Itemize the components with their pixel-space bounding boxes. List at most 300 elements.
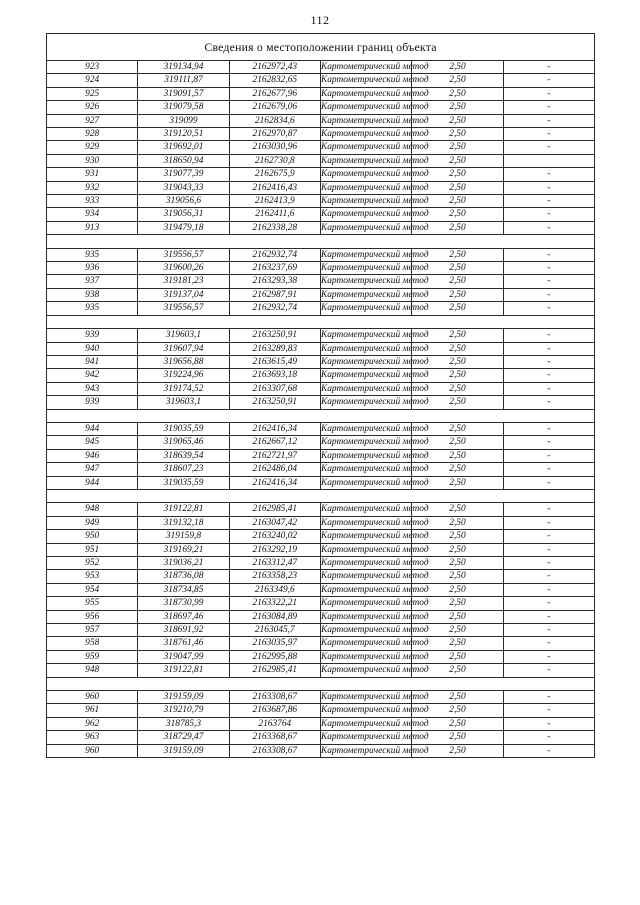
- method-cell: Картометрический метод: [320, 330, 429, 341]
- point-number-cell: 948: [47, 503, 138, 516]
- y-coordinate-cell: 2163045,7: [229, 624, 320, 637]
- method-cell: Картометрический метод: [320, 356, 429, 367]
- accuracy-cell: 2,50: [412, 691, 503, 704]
- group-separator-row: [47, 315, 595, 328]
- y-coordinate-cell: 2162834,6: [229, 114, 320, 127]
- accuracy-cell: 2,50: [412, 208, 503, 221]
- point-number-cell: 953: [47, 570, 138, 583]
- y-coordinate-cell: 2162416,34: [229, 476, 320, 489]
- table-row: [47, 704, 595, 717]
- accuracy-cell: 2,50: [412, 141, 503, 154]
- y-coordinate-cell: 2163237,69: [229, 262, 320, 275]
- point-number-cell: 949: [47, 516, 138, 529]
- x-coordinate-cell: 319091,57: [138, 87, 229, 100]
- accuracy-cell: 2,50: [412, 114, 503, 127]
- method-cell: Картометрический метод: [320, 625, 429, 635]
- point-number-cell: 944: [47, 422, 138, 435]
- table-row: [47, 342, 595, 355]
- description-cell: -: [503, 610, 594, 623]
- y-coordinate-cell: 2163250,91: [229, 329, 320, 342]
- point-number-cell: 963: [47, 731, 138, 744]
- y-coordinate-cell: 2163292,19: [229, 543, 320, 556]
- accuracy-cell: 2,50: [412, 302, 503, 315]
- accuracy-cell: 2,50: [412, 516, 503, 529]
- method-cell: Картометрический метод: [320, 88, 429, 99]
- accuracy-cell: 2,50: [412, 664, 503, 677]
- table-row: [47, 154, 595, 167]
- point-number-cell: 936: [47, 262, 138, 275]
- table-row: [47, 114, 595, 127]
- description-cell: -: [503, 704, 594, 717]
- description-cell: -: [503, 396, 594, 409]
- table-row: [47, 208, 595, 221]
- description-cell: -: [503, 61, 594, 74]
- accuracy-cell: 2,50: [412, 101, 503, 114]
- description-cell: -: [503, 637, 594, 650]
- description-cell: -: [503, 87, 594, 100]
- method-cell: Картометрический метод: [320, 182, 429, 193]
- x-coordinate-cell: 318730,99: [138, 597, 229, 610]
- group-separator-row: [47, 489, 595, 502]
- method-cell: Картометрический метод: [320, 571, 429, 582]
- point-number-cell: 927: [47, 114, 138, 127]
- table-row: [47, 181, 595, 194]
- point-number-cell: 928: [47, 128, 138, 141]
- y-coordinate-cell: 2162970,87: [229, 128, 320, 141]
- accuracy-cell: 2,50: [412, 503, 503, 516]
- y-coordinate-cell: 2162932,74: [229, 248, 320, 261]
- description-cell: -: [503, 422, 594, 435]
- table-row: [47, 168, 595, 181]
- x-coordinate-cell: 319159,8: [138, 530, 229, 543]
- y-coordinate-cell: 2162667,12: [229, 436, 320, 449]
- table-row: [47, 262, 595, 275]
- table-row: [47, 382, 595, 395]
- x-coordinate-cell: 319603,1: [138, 396, 229, 409]
- x-coordinate-cell: 318785,3: [138, 717, 229, 730]
- description-cell: -: [503, 449, 594, 462]
- description-cell: -: [503, 262, 594, 275]
- page-number: 112: [310, 13, 330, 27]
- accuracy-cell: 2,50: [412, 717, 503, 730]
- description-cell: -: [503, 463, 594, 476]
- table-row: [47, 717, 595, 730]
- description-cell: -: [503, 248, 594, 261]
- x-coordinate-cell: 319043,33: [138, 181, 229, 194]
- point-number-cell: 960: [47, 691, 138, 704]
- method-cell: Картометрический метод: [320, 531, 429, 542]
- point-number-cell: 950: [47, 530, 138, 543]
- method-cell: Картометрический метод: [320, 169, 429, 180]
- description-cell: -: [503, 583, 594, 596]
- y-coordinate-cell: 2163047,42: [229, 516, 320, 529]
- table-row: [47, 436, 595, 449]
- point-number-cell: 926: [47, 101, 138, 114]
- group-separator-row: [47, 677, 595, 690]
- method-cell: Картометрический метод: [320, 651, 429, 662]
- y-coordinate-cell: 2163250,91: [229, 396, 320, 409]
- x-coordinate-cell: 319077,39: [138, 168, 229, 181]
- accuracy-cell: 2,50: [412, 262, 503, 275]
- description-cell: -: [503, 221, 594, 234]
- y-coordinate-cell: 2162995,88: [229, 650, 320, 663]
- method-cell: Картометрический метод: [320, 75, 429, 86]
- method-cell: Картометрический метод: [320, 423, 429, 434]
- method-cell: Картометрический метод: [320, 370, 429, 381]
- accuracy-cell: 2,50: [412, 342, 503, 355]
- table-row: [47, 516, 595, 529]
- description-cell: -: [503, 556, 594, 569]
- point-number-cell: 913: [47, 221, 138, 234]
- accuracy-cell: 2,50: [412, 128, 503, 141]
- accuracy-cell: 2,50: [412, 74, 503, 87]
- table-row: [47, 128, 595, 141]
- table-row: [47, 329, 595, 342]
- group-separator-row: [47, 235, 595, 248]
- accuracy-cell: 2,50: [412, 221, 503, 234]
- accuracy-cell: 2,50: [412, 369, 503, 382]
- accuracy-cell: 2,50: [412, 570, 503, 583]
- point-number-cell: 933: [47, 195, 138, 208]
- y-coordinate-cell: 2163322,21: [229, 597, 320, 610]
- y-coordinate-cell: 2163030,96: [229, 141, 320, 154]
- x-coordinate-cell: 318639,54: [138, 449, 229, 462]
- description-cell: -: [503, 436, 594, 449]
- description-cell: -: [503, 516, 594, 529]
- group-separator-cell: [47, 489, 595, 502]
- table-row: [47, 463, 595, 476]
- method-cell: Картометрический метод: [320, 397, 429, 408]
- description-cell: -: [503, 181, 594, 194]
- description-cell: -: [503, 288, 594, 301]
- description-cell: -: [503, 382, 594, 395]
- accuracy-cell: 2,50: [412, 744, 503, 757]
- description-cell: -: [503, 570, 594, 583]
- method-cell: Картометрический метод: [320, 638, 429, 649]
- point-number-cell: 947: [47, 463, 138, 476]
- description-cell: -: [503, 717, 594, 730]
- accuracy-cell: 2,50: [412, 87, 503, 100]
- table-row: [47, 141, 595, 154]
- point-number-cell: 939: [47, 396, 138, 409]
- accuracy-cell: 2,50: [412, 248, 503, 261]
- x-coordinate-cell: 319692,01: [138, 141, 229, 154]
- y-coordinate-cell: 2162677,96: [229, 87, 320, 100]
- group-separator-cell: [47, 235, 595, 248]
- accuracy-cell: 2,50: [412, 61, 503, 74]
- point-number-cell: 923: [47, 61, 138, 74]
- description-cell: -: [503, 208, 594, 221]
- point-number-cell: 942: [47, 369, 138, 382]
- y-coordinate-cell: 2163312,47: [229, 556, 320, 569]
- method-cell: Картометрический метод: [320, 611, 429, 622]
- table-row: [47, 74, 595, 87]
- method-cell: Картометрический метод: [320, 129, 429, 140]
- table-row: [47, 570, 595, 583]
- method-cell: Картометрический метод: [320, 718, 429, 729]
- y-coordinate-cell: 2162730,8: [229, 154, 320, 167]
- method-cell: Картометрический метод: [320, 155, 429, 166]
- x-coordinate-cell: 319065,46: [138, 436, 229, 449]
- x-coordinate-cell: 318607,23: [138, 463, 229, 476]
- point-number-cell: 934: [47, 208, 138, 221]
- y-coordinate-cell: 2162987,91: [229, 288, 320, 301]
- accuracy-cell: 2,50: [412, 704, 503, 717]
- method-cell: Картометрический метод: [320, 263, 429, 274]
- table-row: [47, 248, 595, 261]
- y-coordinate-cell: 2162486,04: [229, 463, 320, 476]
- x-coordinate-cell: 319056,6: [138, 195, 229, 208]
- table-row: [47, 195, 595, 208]
- table-row: [47, 275, 595, 288]
- method-cell: Картометрический метод: [320, 289, 429, 300]
- accuracy-cell: 2,50: [412, 382, 503, 395]
- accuracy-cell: 2,50: [412, 543, 503, 556]
- description-cell: -: [503, 664, 594, 677]
- table-title-row: [47, 34, 595, 61]
- point-number-cell: 959: [47, 650, 138, 663]
- accuracy-cell: 2,50: [412, 355, 503, 368]
- accuracy-cell: 2,50: [412, 463, 503, 476]
- table-row: [47, 288, 595, 301]
- accuracy-cell: 2,50: [412, 637, 503, 650]
- table-row: [47, 221, 595, 234]
- point-number-cell: 952: [47, 556, 138, 569]
- table-row: [47, 61, 595, 74]
- accuracy-cell: 2,50: [412, 329, 503, 342]
- accuracy-cell: 2,50: [412, 624, 503, 637]
- table-row: [47, 396, 595, 409]
- method-cell: Картометрический метод: [320, 517, 429, 528]
- description-cell: -: [503, 691, 594, 704]
- point-number-cell: 935: [47, 302, 138, 315]
- y-coordinate-cell: 2163084,89: [229, 610, 320, 623]
- table-row: [47, 476, 595, 489]
- table-row: [47, 530, 595, 543]
- table-row: [47, 650, 595, 663]
- x-coordinate-cell: 319607,94: [138, 342, 229, 355]
- x-coordinate-cell: 319132,18: [138, 516, 229, 529]
- x-coordinate-cell: 318734,85: [138, 583, 229, 596]
- description-cell: -: [503, 543, 594, 556]
- description-cell: -: [503, 369, 594, 382]
- y-coordinate-cell: 2162985,41: [229, 664, 320, 677]
- point-number-cell: 939: [47, 329, 138, 342]
- y-coordinate-cell: 2163293,38: [229, 275, 320, 288]
- description-cell: -: [503, 355, 594, 368]
- y-coordinate-cell: 2163349,6: [229, 583, 320, 596]
- point-number-cell: 948: [47, 664, 138, 677]
- group-separator-row: [47, 409, 595, 422]
- point-number-cell: 958: [47, 637, 138, 650]
- point-number-cell: 946: [47, 449, 138, 462]
- accuracy-cell: 2,50: [412, 195, 503, 208]
- point-number-cell: 940: [47, 342, 138, 355]
- point-number-cell: 955: [47, 597, 138, 610]
- x-coordinate-cell: 319122,81: [138, 503, 229, 516]
- x-coordinate-cell: 319600,26: [138, 262, 229, 275]
- x-coordinate-cell: 319111,87: [138, 74, 229, 87]
- y-coordinate-cell: 2163368,67: [229, 731, 320, 744]
- point-number-cell: 954: [47, 583, 138, 596]
- point-number-cell: 962: [47, 717, 138, 730]
- method-cell: Картометрический метод: [320, 584, 429, 595]
- point-number-cell: 951: [47, 543, 138, 556]
- table-row: [47, 731, 595, 744]
- method-cell: Картометрический метод: [320, 383, 429, 394]
- description-cell: -: [503, 101, 594, 114]
- description-cell: -: [503, 329, 594, 342]
- x-coordinate-cell: 319603,1: [138, 329, 229, 342]
- method-cell: Картометрический метод: [320, 692, 429, 703]
- accuracy-cell: 2,50: [412, 476, 503, 489]
- table-row: [47, 503, 595, 516]
- method-cell: Картометрический метод: [320, 557, 429, 568]
- table-row: [47, 101, 595, 114]
- method-cell: Картометрический метод: [320, 504, 429, 515]
- method-cell: Картометрический метод: [320, 222, 429, 233]
- x-coordinate-cell: 318736,08: [138, 570, 229, 583]
- method-cell: Картометрический метод: [320, 276, 429, 287]
- point-number-cell: 925: [47, 87, 138, 100]
- accuracy-cell: 2,50: [412, 449, 503, 462]
- point-number-cell: 932: [47, 181, 138, 194]
- point-number-cell: 937: [47, 275, 138, 288]
- description-cell: -: [503, 744, 594, 757]
- table-title: Сведения о местоположении границ объекта: [47, 34, 595, 61]
- description-cell: -: [503, 114, 594, 127]
- x-coordinate-cell: 318697,46: [138, 610, 229, 623]
- method-cell: Картометрический метод: [320, 303, 429, 314]
- group-separator-cell: [47, 409, 595, 422]
- y-coordinate-cell: 2163240,02: [229, 530, 320, 543]
- method-cell: Картометрический метод: [320, 142, 429, 153]
- method-cell: Картометрический метод: [320, 544, 429, 555]
- y-coordinate-cell: 2163687,86: [229, 704, 320, 717]
- y-coordinate-cell: 2162985,41: [229, 503, 320, 516]
- table-row: [47, 449, 595, 462]
- method-cell: Картометрический метод: [320, 477, 429, 488]
- x-coordinate-cell: 319556,57: [138, 248, 229, 261]
- description-cell: -: [503, 624, 594, 637]
- boundary-coordinates-table: [46, 33, 595, 758]
- accuracy-cell: 2,50: [412, 168, 503, 181]
- x-coordinate-cell: 319035,59: [138, 476, 229, 489]
- method-cell: Картометрический метод: [320, 102, 429, 113]
- description-cell: -: [503, 530, 594, 543]
- description-cell: -: [503, 650, 594, 663]
- point-number-cell: 957: [47, 624, 138, 637]
- x-coordinate-cell: 319120,51: [138, 128, 229, 141]
- x-coordinate-cell: 319174,52: [138, 382, 229, 395]
- method-cell: Картометрический метод: [320, 196, 429, 207]
- table-body: [47, 34, 595, 758]
- x-coordinate-cell: 319159,09: [138, 691, 229, 704]
- table-row: [47, 302, 595, 315]
- y-coordinate-cell: 2162416,43: [229, 181, 320, 194]
- table-row: [47, 691, 595, 704]
- point-number-cell: 961: [47, 704, 138, 717]
- table-row: [47, 637, 595, 650]
- y-coordinate-cell: 2163307,68: [229, 382, 320, 395]
- accuracy-cell: 2,50: [412, 556, 503, 569]
- table-row: [47, 422, 595, 435]
- method-cell: Картометрический метод: [320, 598, 429, 609]
- description-cell: [503, 154, 594, 167]
- y-coordinate-cell: 2163693,18: [229, 369, 320, 382]
- x-coordinate-cell: 319224,96: [138, 369, 229, 382]
- point-number-cell: 941: [47, 355, 138, 368]
- description-cell: -: [503, 731, 594, 744]
- description-cell: -: [503, 74, 594, 87]
- accuracy-cell: 2,50: [412, 610, 503, 623]
- y-coordinate-cell: 2162721,97: [229, 449, 320, 462]
- accuracy-cell: 2,50: [412, 583, 503, 596]
- x-coordinate-cell: 319137,04: [138, 288, 229, 301]
- method-cell: Картометрический метод: [320, 62, 429, 72]
- x-coordinate-cell: 319099: [138, 114, 229, 127]
- method-cell: Картометрический метод: [320, 343, 429, 354]
- method-cell: Картометрический метод: [320, 745, 429, 756]
- x-coordinate-cell: 319169,21: [138, 543, 229, 556]
- accuracy-cell: 2,50: [412, 154, 503, 167]
- y-coordinate-cell: 2162679,06: [229, 101, 320, 114]
- x-coordinate-cell: 319210,79: [138, 704, 229, 717]
- table-row: [47, 87, 595, 100]
- accuracy-cell: 2,50: [412, 275, 503, 288]
- point-number-cell: 929: [47, 141, 138, 154]
- point-number-cell: 938: [47, 288, 138, 301]
- accuracy-cell: 2,50: [412, 530, 503, 543]
- y-coordinate-cell: 2163289,83: [229, 342, 320, 355]
- description-cell: -: [503, 476, 594, 489]
- table-row: [47, 624, 595, 637]
- method-cell: Картометрический метод: [320, 732, 429, 743]
- y-coordinate-cell: 2163308,67: [229, 744, 320, 757]
- x-coordinate-cell: 318729,47: [138, 731, 229, 744]
- group-separator-cell: [47, 677, 595, 690]
- point-number-cell: 960: [47, 744, 138, 757]
- x-coordinate-cell: 319181,23: [138, 275, 229, 288]
- description-cell: -: [503, 503, 594, 516]
- point-number-cell: 924: [47, 74, 138, 87]
- y-coordinate-cell: 2162338,28: [229, 221, 320, 234]
- method-cell: Картометрический метод: [320, 464, 429, 475]
- method-cell: Картометрический метод: [320, 209, 429, 220]
- x-coordinate-cell: 318761,46: [138, 637, 229, 650]
- y-coordinate-cell: 2163358,23: [229, 570, 320, 583]
- accuracy-cell: 2,50: [412, 650, 503, 663]
- description-cell: -: [503, 597, 594, 610]
- x-coordinate-cell: 318691,92: [138, 624, 229, 637]
- accuracy-cell: 2,50: [412, 731, 503, 744]
- description-cell: -: [503, 195, 594, 208]
- y-coordinate-cell: 2162932,74: [229, 302, 320, 315]
- y-coordinate-cell: 2162832,65: [229, 74, 320, 87]
- y-coordinate-cell: 2162416,34: [229, 422, 320, 435]
- method-cell: Картометрический метод: [320, 665, 429, 676]
- point-number-cell: 945: [47, 436, 138, 449]
- x-coordinate-cell: 319056,31: [138, 208, 229, 221]
- point-number-cell: 935: [47, 248, 138, 261]
- description-cell: -: [503, 168, 594, 181]
- x-coordinate-cell: 319047,99: [138, 650, 229, 663]
- x-coordinate-cell: 319556,57: [138, 302, 229, 315]
- y-coordinate-cell: 2163764: [229, 717, 320, 730]
- y-coordinate-cell: 2162413,9: [229, 195, 320, 208]
- point-number-cell: 931: [47, 168, 138, 181]
- description-cell: -: [503, 275, 594, 288]
